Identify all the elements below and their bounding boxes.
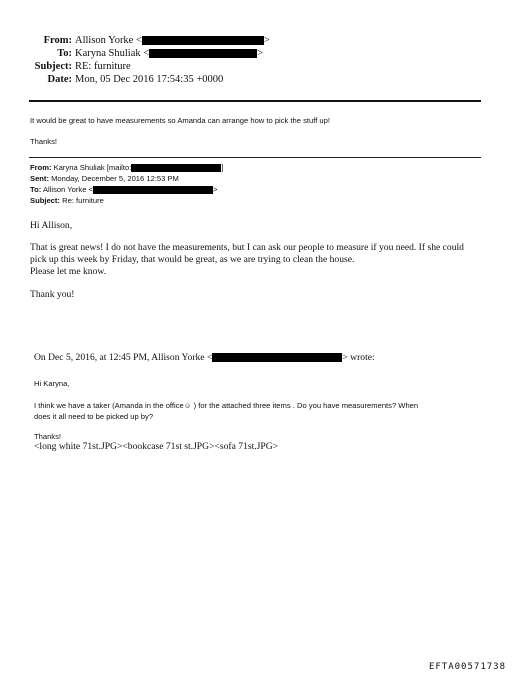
- header-subject-value: RE: furniture: [75, 61, 131, 72]
- quoted-sent-label: Sent:: [30, 174, 49, 183]
- attachment-list: <long white 71st.JPG><bookcase 71st st.JPG><sofa 71st.JPG>: [34, 441, 279, 452]
- quoted-from-value: Karyna Shuliak [mailto:: [53, 163, 132, 172]
- header-from-value: Allison Yorke <: [75, 35, 142, 46]
- quoted-to-value: Allison Yorke <: [42, 185, 93, 194]
- message3-line: I think we have a taker (Amanda in the office☺ ) for the attached three items . Do you have measurements? When: [34, 401, 419, 410]
- quoted-to-row: [30, 185, 217, 194]
- reply-thanks: Thanks!: [30, 137, 58, 146]
- header-subject-row: [0, 61, 131, 72]
- quoted-intro-text: On Dec 5, 2016, at 12:45 PM, Allison Yorke <: [34, 352, 213, 363]
- header-date-label: Date:: [47, 74, 72, 85]
- header-from-row: [0, 35, 270, 46]
- header-from-label: From:: [43, 35, 72, 46]
- quoted-subject-value: Re: furniture: [62, 196, 104, 205]
- header-to-tail: >: [257, 48, 264, 59]
- redaction-bar: [93, 186, 213, 194]
- header-to-row: [0, 48, 263, 59]
- header-from-tail: >: [263, 35, 270, 46]
- quoted-sent-value: Monday, December 5, 2016 12:53 PM: [51, 174, 179, 183]
- redaction-bar: [149, 49, 257, 58]
- quoted-from-label: From:: [30, 163, 52, 172]
- message-closing: Thank you!: [30, 289, 75, 300]
- quoted-to-label: To:: [30, 185, 42, 194]
- header-divider: [29, 100, 481, 102]
- quoted-from-row: [30, 163, 223, 172]
- quote-divider: [29, 157, 481, 158]
- header-to-value: Karyna Shuliak <: [75, 48, 150, 59]
- quoted-to-tail: >: [212, 185, 218, 194]
- document-id: EFTA00571738: [428, 662, 506, 672]
- reply-line: It would be great to have measurements so Amanda can arrange how to pick the stuff up!: [30, 116, 330, 125]
- quoted-subject-row: [30, 196, 104, 205]
- message3-line: does it all need to be picked up by?: [34, 412, 154, 421]
- redaction-bar: [212, 353, 342, 362]
- header-subject-label: Subject:: [34, 61, 72, 72]
- header-date-row: [0, 74, 223, 85]
- quoted-subject-label: Subject:: [30, 196, 60, 205]
- message-paragraph-line: That is great news! I do not have the measurements, but I can ask our people to measure if you need. If she could: [30, 242, 464, 253]
- message-paragraph-line: pick up this week by Friday, that would be great, as we are trying to clean the house.: [30, 254, 355, 265]
- message3-greeting: Hi Karyna,: [34, 379, 70, 388]
- quoted-from-tail: ]: [221, 163, 224, 172]
- message-greeting: Hi Allison,: [30, 220, 73, 231]
- quoted-intro-line: [34, 352, 375, 364]
- quoted-sent-row: [30, 174, 179, 183]
- message3-thanks: Thanks!: [34, 432, 62, 441]
- redaction-bar: [142, 36, 264, 45]
- header-to-label: To:: [57, 48, 72, 59]
- message-paragraph-line: Please let me know.: [30, 266, 107, 277]
- header-date-value: Mon, 05 Dec 2016 17:54:35 +0000: [75, 74, 224, 85]
- redaction-bar: [131, 163, 224, 172]
- quoted-intro-tail: > wrote:: [342, 352, 375, 363]
